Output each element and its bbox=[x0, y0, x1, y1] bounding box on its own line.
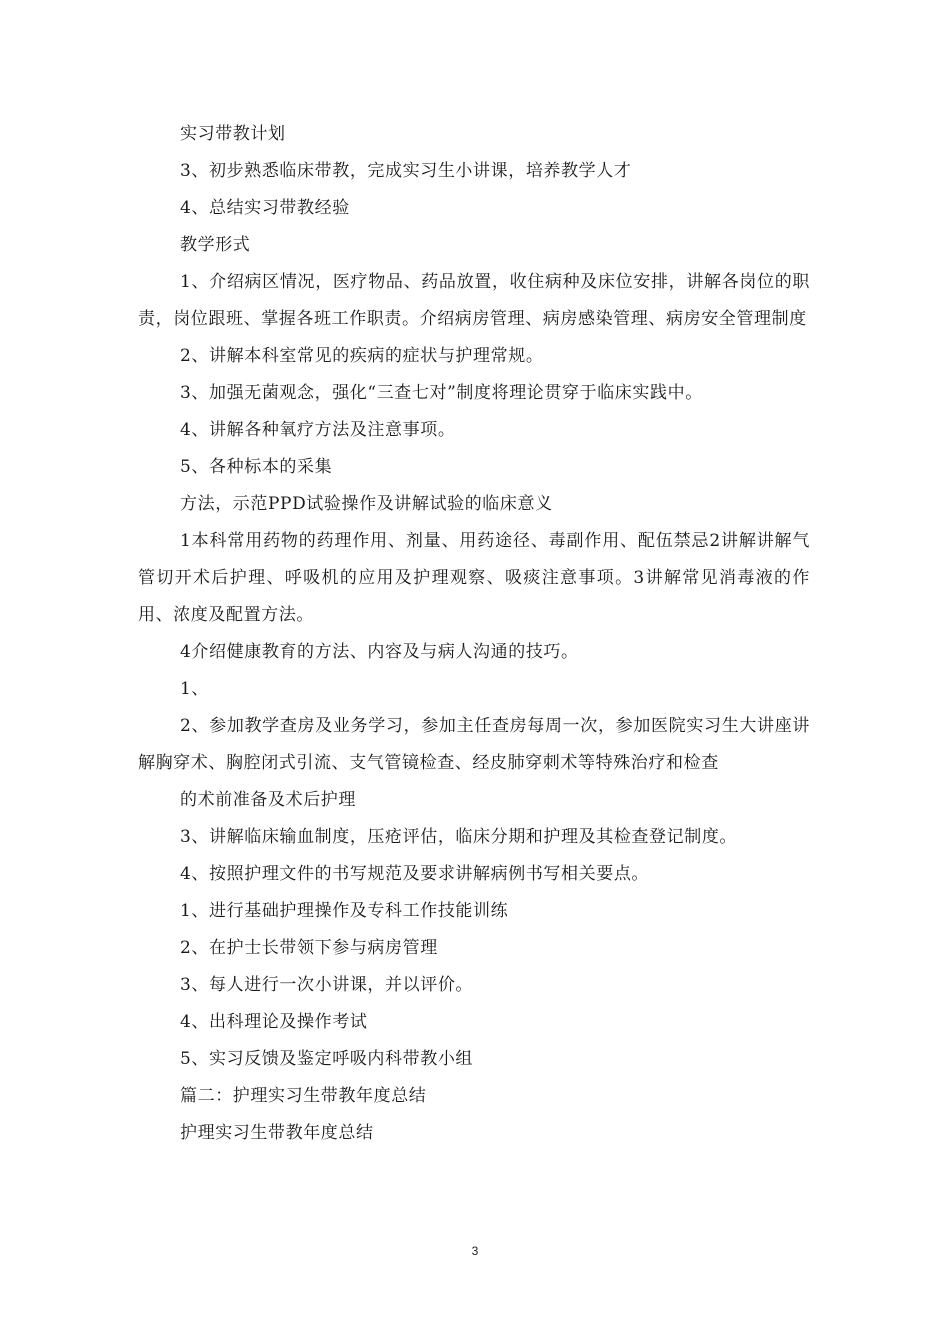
paragraph: 1本科常用药物的药理作用、剂量、用药途径、毒副作用、配伍禁忌2讲解讲解气管切开术后护理、呼吸机的应用及护理观察、吸痰注意事项。3讲解常见消毒液的作用、浓度及配置方法。 bbox=[138, 531, 810, 625]
paragraph: 3、初步熟悉临床带教，完成实习生小讲课，培养教学人才 bbox=[180, 161, 632, 181]
paragraph: 实习带教计划 bbox=[180, 124, 286, 144]
paragraph: 2、讲解本科室常见的疾病的症状与护理常规。 bbox=[180, 346, 544, 366]
paragraph: 3、每人进行一次小讲课，并以评价。 bbox=[180, 975, 474, 995]
paragraph: 4、按照护理文件的书写规范及要求讲解病例书写相关要点。 bbox=[180, 864, 650, 884]
paragraph: 2、在护士长带领下参与病房管理 bbox=[180, 938, 438, 958]
paragraph: 的术前准备及术后护理 bbox=[180, 790, 356, 810]
paragraph: 5、各种标本的采集 bbox=[180, 457, 333, 477]
paragraph: 4、出科理论及操作考试 bbox=[180, 1012, 368, 1032]
paragraph: 4、总结实习带教经验 bbox=[180, 198, 350, 218]
paragraph: 3、加强无菌观念，强化“三查七对”制度将理论贯穿于临床实践中。 bbox=[180, 383, 703, 403]
document-body bbox=[138, 116, 810, 1152]
paragraph: 4、讲解各种氧疗方法及注意事项。 bbox=[180, 420, 456, 440]
paragraph: 5、实习反馈及鉴定呼吸内科带教小组 bbox=[180, 1049, 474, 1069]
paragraph: 2、参加教学查房及业务学习，参加主任查房每周一次，参加医院实习生大讲座讲解胸穿术、胸腔闭式引流、支气管镜检查、经皮肺穿刺术等特殊治疗和检查 bbox=[138, 716, 810, 773]
paragraph: 1、介绍病区情况，医疗物品、药品放置，收住病种及床位安排，讲解各岗位的职责，岗位跟班、掌握各班工作职责。介绍病房管理、病房感染管理、病房安全管理制度 bbox=[138, 272, 810, 329]
paragraph: 3、讲解临床输血制度，压疮评估，临床分期和护理及其检查登记制度。 bbox=[180, 827, 738, 847]
paragraph: 教学形式 bbox=[180, 235, 251, 255]
paragraph: 护理实习生带教年度总结 bbox=[180, 1123, 374, 1143]
page-number: 3 bbox=[471, 1244, 479, 1258]
paragraph: 1、 bbox=[180, 679, 210, 699]
paragraph: 4介绍健康教育的方法、内容及与病人沟通的技巧。 bbox=[180, 642, 579, 662]
paragraph: 方法，示范PPD试验操作及讲解试验的临床意义 bbox=[180, 494, 553, 514]
paragraph: 篇二：护理实习生带教年度总结 bbox=[180, 1086, 427, 1106]
paragraph: 1、进行基础护理操作及专科工作技能训练 bbox=[180, 901, 509, 921]
